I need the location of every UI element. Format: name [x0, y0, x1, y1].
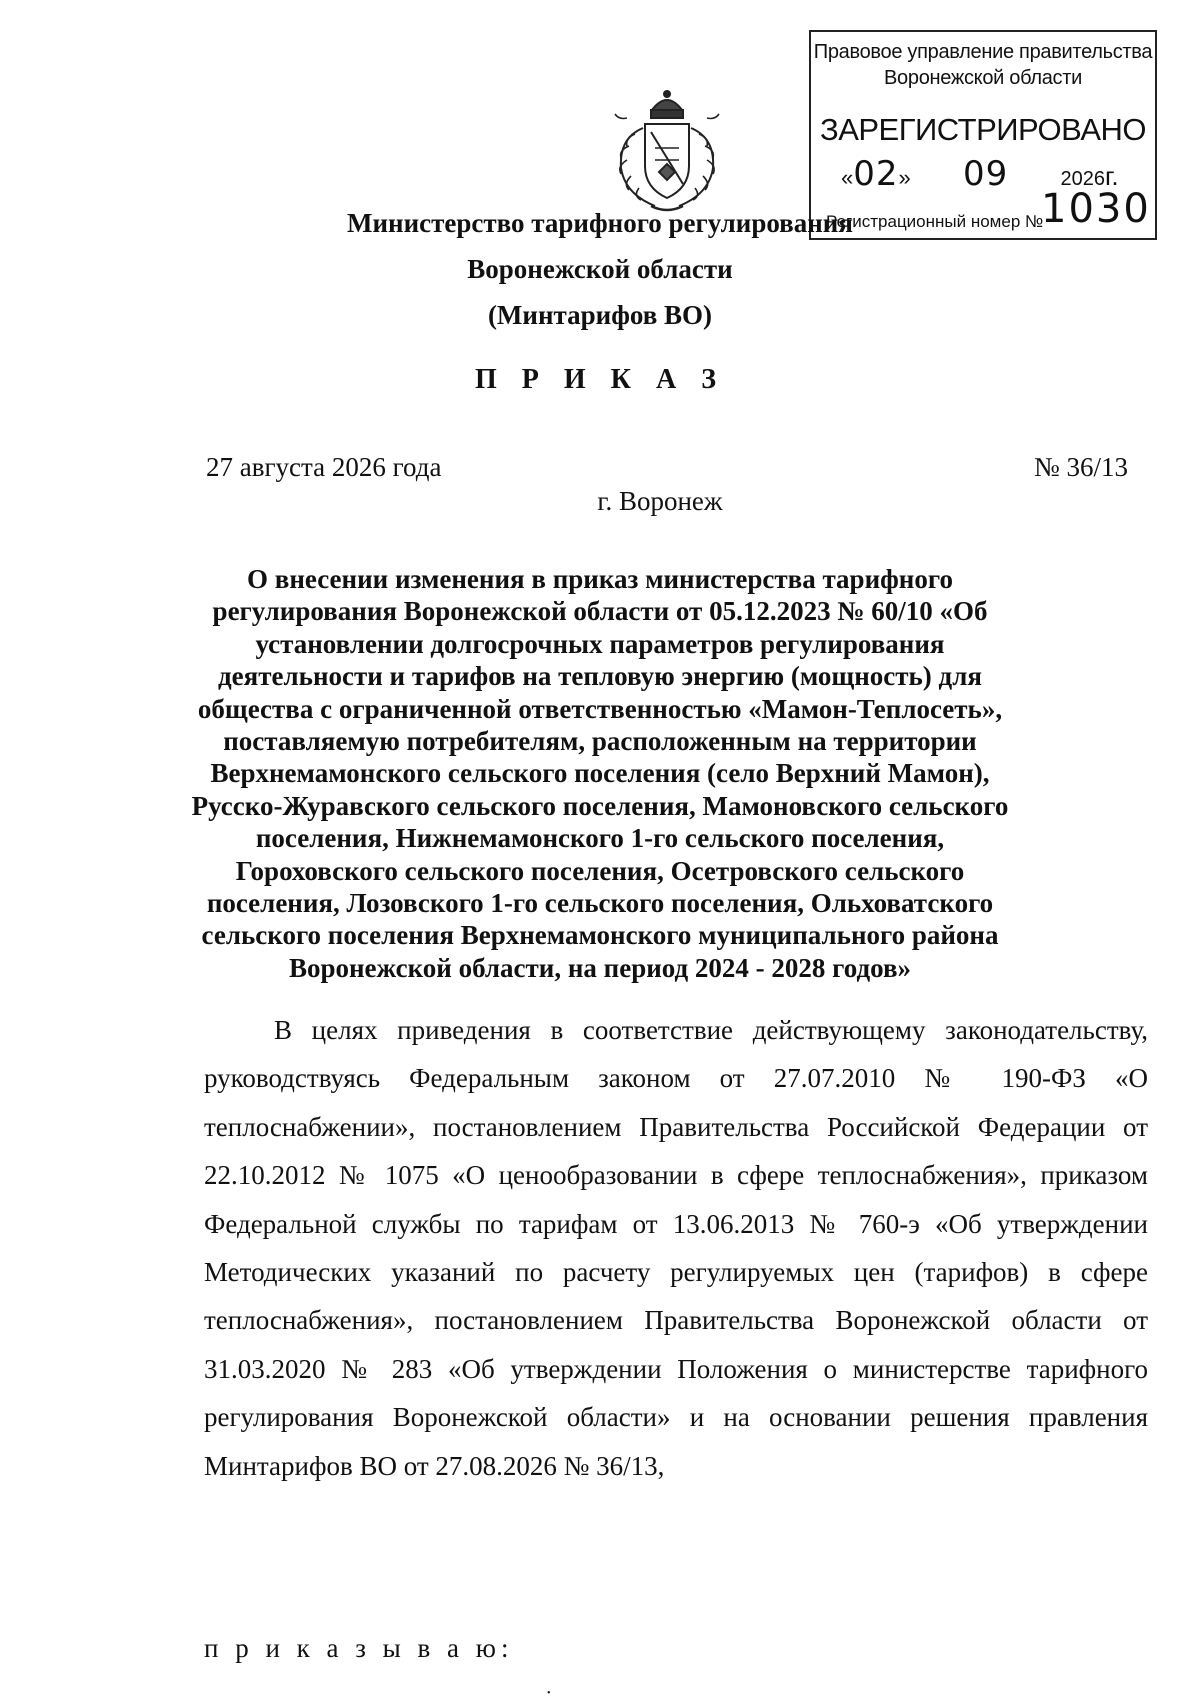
stamp-day: 02: [853, 154, 899, 194]
stamp-org-line2: Воронежской области: [884, 67, 1082, 89]
document-title: О внесении изменения в приказ министерства тарифного регулирования Воронежской области от 05.12.2023 № 60/10 «Об установлении долгосрочных параметров регулирования деятельности и тарифов на тепловую энергию (мощность) для общества с ограниченной ответственностью «Мамон-Теплосеть», поставляемую потребителям, расположенным на территории Верхнемамонского сельского поселения (село Верхний Мамон), Русско-Журавского сельского поселения, Мамоновского сельского поселения, Нижнемамонского 1-го сельского поселения, Гороховского сельского поселения, Осетровского сельского поселения, Лозовского 1-го сельского поселения, Ольховатского сельского поселения Верхнемамонского муниципального района Воронежской области, на период 2024 - 2028 годов»: [191, 564, 1009, 983]
stamp-date: «02» 09 2026г.: [841, 154, 1119, 194]
stamp-org-line1: Правовое управление правительства: [813, 41, 1153, 63]
document-date: 27 августа 2026 года: [206, 452, 442, 482]
stamp-number-label: Регистрационный номер №: [826, 212, 1044, 231]
document-type: П Р И К А З: [475, 364, 725, 395]
stamp-year-suffix: г.: [1105, 161, 1119, 191]
coat-of-arms-icon: [605, 88, 729, 218]
stamp-number: 1030: [1041, 186, 1151, 232]
document-body: [204, 1006, 1148, 1490]
document-city: г. Воронеж: [597, 486, 723, 516]
ministry-short-name: (Минтарифов ВО): [487, 300, 713, 330]
stamp-registered: ЗАРЕГИСТРИРОВАНО: [819, 112, 1146, 147]
stamp-month: 09: [963, 154, 1009, 194]
ministry-name: Министерство тарифного регулирования: [347, 208, 853, 238]
order-word: п р и к а з ы в а ю:: [204, 1633, 514, 1663]
ministry-region: Воронежской области: [467, 254, 733, 284]
body-paragraph: В целях приведения в соответствие действующему законодательству, руководствуясь Федеральным законом от 27.07.2010 № 190-ФЗ «О теплоснабжении», постановлением Правительства Российской Федерации от 22.10.2012 № 1075 «О ценообразовании в сфере теплоснабжения», приказом Федеральной службы по тарифам от 13.06.2013 № 760-э «Об утверждении Методических указаний по расчету регулируемых цен (тарифов) в сфере теплоснабжения», постановлением Правительства Воронежской области от 31.03.2020 № 283 «Об утверждении Положения о министерстве тарифного регулирования Воронежской области» и на основании решения правления Минтарифов ВО от 27.08.2026 № 36/13,: [204, 1015, 1148, 1481]
stamp-year: 2026: [1060, 168, 1106, 190]
document-number: № 36/13: [1034, 452, 1129, 482]
scan-mark: •: [547, 1688, 551, 1699]
